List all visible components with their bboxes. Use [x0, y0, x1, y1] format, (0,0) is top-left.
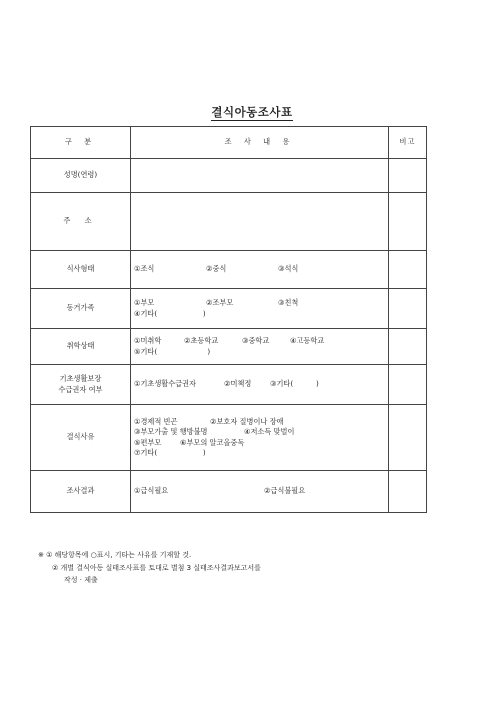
field-household [131, 289, 389, 329]
option-dinner[interactable]: ③석식 [278, 264, 299, 274]
remarks-meal-type[interactable] [389, 251, 427, 289]
row-household [31, 289, 427, 329]
footnote-1 [38, 549, 261, 562]
option-welfare-other[interactable]: ③기타( ) [270, 379, 319, 389]
remarks-welfare[interactable] [389, 365, 427, 405]
field-result [131, 471, 389, 513]
field-name[interactable] [131, 159, 389, 193]
remarks-result[interactable] [389, 471, 427, 513]
option-lunch[interactable]: ②중식 [206, 264, 227, 274]
footnote-2-cont: 작성 · 제출 [64, 576, 98, 584]
remarks-reason[interactable] [389, 405, 427, 471]
field-school [131, 329, 389, 365]
option-elementary[interactable]: ②초등학교 [184, 336, 219, 345]
row-reason [31, 405, 427, 471]
field-welfare [131, 365, 389, 405]
label-welfare [31, 365, 131, 405]
footnote-2: ② 개별 결식아동 실태조사표를 토대로 별첨 3 실태조사결과보고서를 [52, 563, 261, 572]
survey-table [30, 126, 427, 513]
label-address: 주 소 [31, 193, 131, 251]
option-meal-needed[interactable]: ①급식필요 [134, 486, 169, 496]
row-result [31, 471, 427, 513]
option-school-other[interactable]: ⑤기타( ) [134, 346, 211, 356]
label-name: 성명(연령) [31, 159, 131, 193]
option-meal-not-needed[interactable]: ②급식불필요 [264, 486, 306, 496]
option-middle[interactable]: ③중학교 [242, 336, 270, 345]
row-name [31, 159, 427, 193]
option-high[interactable]: ④고등학교 [290, 336, 325, 345]
row-welfare [31, 365, 427, 405]
label-welfare-line2: 수급권자 여부 [58, 384, 103, 394]
remarks-household[interactable] [389, 289, 427, 329]
header-category: 구 분 [31, 127, 131, 159]
header-content: 조 사 내 용 [131, 127, 389, 159]
field-reason [131, 405, 389, 471]
field-address[interactable] [131, 193, 389, 251]
label-reason: 결식사유 [31, 405, 131, 471]
label-result: 조사결과 [31, 471, 131, 513]
remarks-school[interactable] [389, 329, 427, 365]
option-alcoholism[interactable]: ⑥부모의 알코올중독 [180, 437, 245, 447]
label-meal-type: 식사형태 [31, 251, 131, 289]
label-household: 동거가족 [31, 289, 131, 329]
footnote-1-text: ① 해당항목에 ○표시, 기타는 사유를 기재할 것. [46, 551, 192, 559]
label-school: 취학상태 [31, 329, 131, 365]
option-guardian-illness[interactable]: ②보호자 질병이나 장애 [210, 416, 284, 426]
option-poverty[interactable]: ①경제적 빈곤 [134, 416, 178, 426]
option-relatives[interactable]: ③친척 [278, 298, 299, 307]
option-household-other[interactable]: ④기타( ) [134, 308, 206, 318]
row-meal-type [31, 251, 427, 289]
header-row [31, 127, 427, 159]
row-address [31, 193, 427, 251]
option-grandparents[interactable]: ②조부모 [206, 298, 234, 307]
field-meal-type [131, 251, 389, 289]
option-preschool[interactable]: ①미취학 [134, 336, 162, 345]
option-runaway-parents[interactable]: ③부모가출 및 행방불명 [134, 427, 208, 436]
row-school [31, 329, 427, 365]
option-recipient[interactable]: ①기초생활수급권자 [134, 379, 196, 389]
footnotes [38, 549, 261, 587]
remarks-name[interactable] [389, 159, 427, 193]
option-reason-other[interactable]: ⑦기타( ) [134, 448, 206, 457]
form-title: 결식아동조사표 [211, 105, 293, 119]
option-parents[interactable]: ①부모 [134, 298, 155, 307]
label-welfare-line1: 기초생활보장 [59, 374, 102, 383]
option-single-parent[interactable]: ⑤편부모 [134, 437, 162, 447]
header-remarks: 비고 [389, 127, 427, 159]
footnote-mark: ※ [38, 551, 44, 559]
option-breakfast[interactable]: ①조식 [134, 264, 155, 274]
option-undetermined[interactable]: ②미책정 [224, 379, 252, 389]
option-low-income[interactable]: ④저소득 맞벌이 [244, 427, 295, 436]
remarks-address[interactable] [389, 193, 427, 251]
